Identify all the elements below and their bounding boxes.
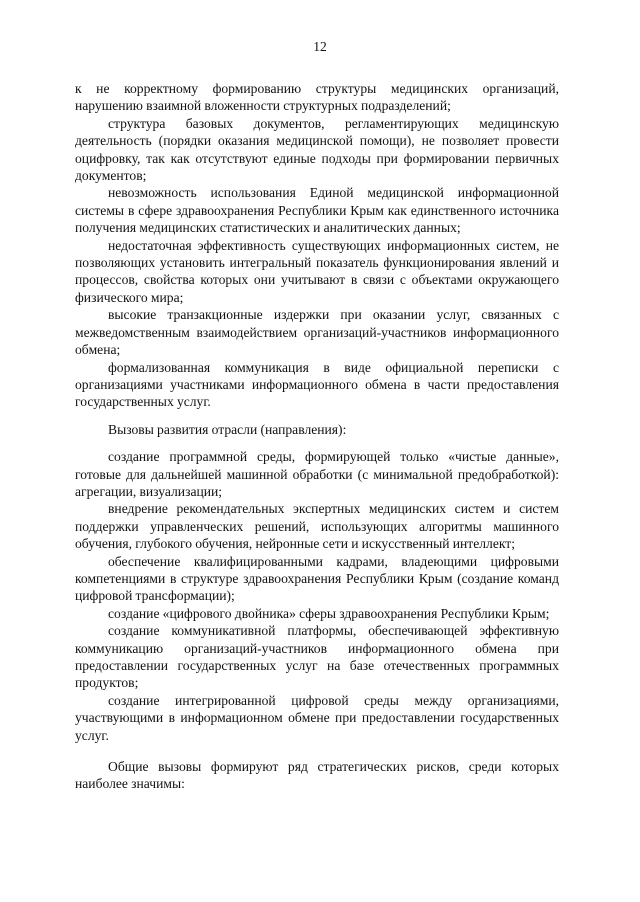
paragraph-formalized-communication: формализованная коммуникация в виде официальной переписки с организациями участниками информационного обмена в части предоставления государственных услуг. bbox=[75, 359, 559, 410]
document-body bbox=[75, 80, 559, 793]
paragraph-transaction-costs: высокие транзакционные издержки при оказании услуг, связанных с межведомственным взаимодействием организаций-участников информационного обмена; bbox=[75, 307, 559, 358]
paragraph-emis-impossibility: невозможность использования Единой медицинской информационной системы в сфере здравоохранения Республики Крым как единственного источника получения медицинских статистических и аналитических данных; bbox=[75, 185, 559, 236]
paragraph-communication-platform: создание коммуникативной платформы, обеспечивающей эффективную коммуникацию организаций-участников информационного обмена при предоставлении государственных услуг на базе отечественных программных продуктов; bbox=[75, 623, 559, 691]
paragraph-insufficient-efficiency: недостаточная эффективность существующих информационных систем, не позволяющих установить интегральный показатель функционирования явлений и процессов, свойства которых они учитывают в связи с объектами окружающего физического мира; bbox=[75, 237, 559, 305]
section-heading-challenges: Вызовы развития отрасли (направления): bbox=[108, 421, 347, 437]
paragraph-qualified-staff: обеспечение квалифицированными кадрами, владеющими цифровыми компетенциями в структуре здравоохранения Республики Крым (создание команд цифровой трансформации); bbox=[75, 553, 559, 604]
paragraph-continuation: к не корректному формированию структуры медицинских организаций, нарушению взаимной вложенности структурных подразделений; bbox=[75, 81, 559, 114]
paragraph-clean-data: создание программной среды, формирующей только «чистые данные», готовые для дальнейшей машинной обработки (с минимальной предобработкой): агрегации, визуализации; bbox=[75, 449, 559, 499]
paragraph-digital-twin: создание «цифрового двойника» сферы здравоохранения Республики Крым; bbox=[108, 605, 550, 621]
paragraph-base-documents: структура базовых документов, регламентирующих медицинскую деятельность (порядки оказания медицинской помощи), не позволяет провести оцифровку, так как отсутствуют единые подходы при формировании первичных документов; bbox=[75, 115, 559, 184]
paragraph-strategic-risks: Общие вызовы формируют ряд стратегических рисков, среди которых наиболее значимы: bbox=[75, 759, 559, 792]
paragraph-integrated-environment: создание интегрированной цифровой среды между организациями, участвующими в информационном обмене при предоставлении государственных услуг. bbox=[75, 692, 559, 743]
page-number: 12 bbox=[313, 39, 327, 54]
paragraph-expert-systems: внедрение рекомендательных экспертных медицинских систем и систем поддержки управленческих решений, использующих алгоритмы машинного обучения, глубокого обучения, нейронные сети и искусственный интеллект; bbox=[75, 501, 559, 552]
